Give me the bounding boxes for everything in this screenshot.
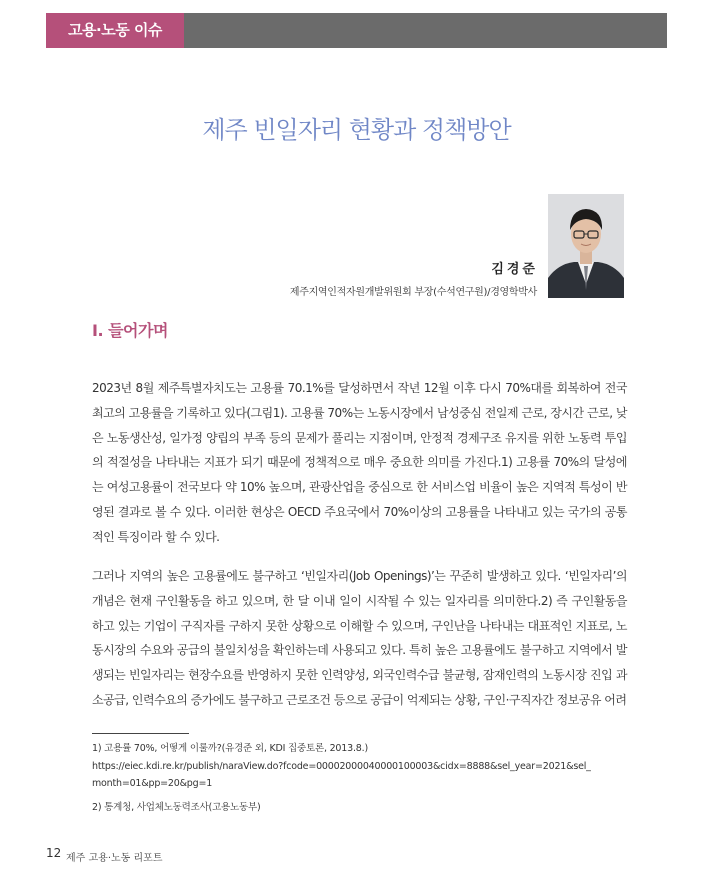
author-name: 김경준 [491,262,538,277]
footnote-1-url-cont[interactable]: month=01&pp=20&pg=1 [92,778,213,789]
footnote-2: 2) 통계청, 사업체노동력조사(고용노동부) [92,802,261,813]
article-title: 제주 빈일자리 현황과 정책방안 [202,116,511,144]
footnote-1-url[interactable]: https://eiec.kdi.re.kr/publish/naraView.do?fcode=00002000040000100003&cidx=8888&sel_year=2021&sel_ [92,760,591,772]
page-number: 12 [46,846,62,860]
author-affiliation: 제주지역인적자원개발위원회 부장(수석연구원)/경영학박사 [289,287,537,298]
body-paragraph-1: 2023년 8월 제주특별자치도는 고용률 70.1%를 달성하면서 작년 12월 이후 다시 70%대를 회복하여 전국 최고의 고용률을 기록하고 있다(그림1). 고용률 70%는 노동시장에서 남성중심 전일제 근로, 장시간 근로, 낮은 노동생산성, 일가정 양립의 부족 등의 문제가 풀리는 지점이며, 안정적 경제구조 유지를 위한 노동력 투입의 적절성을 나타내는 지표가 되기 때문에 정책적으로 매우 중요한 의미를 가진다.1) 고용률 70%의 달성에는 여성고용률이 전국보다 약 10% 높으며, 관광산업을 중심으로 한 서비스업 비율이 높은 지역적 특성이 반영된 결과로 볼 수 있다. 이러한 현상은 OECD 주요국에서 70%이상의 고용률을 나타내고 있는 국가의 공통적인 특징이라 할 수 있다. [92,381,627,544]
header-bar [184,13,667,48]
footnote-1 [92,740,632,793]
publication-name: 제주 고용·노동 리포트 [66,853,163,864]
author-photo [548,194,624,298]
section-title: Ⅰ. 들어가며 [92,321,168,340]
category-tag: 고용·노동 이슈 [46,13,184,48]
footnote-1-citation: 1) 고용률 70%, 어떻게 이룰까?(유경준 외, KDI 집중토론, 2013.8.) [92,743,368,754]
body-paragraph-2: 그러나 지역의 높은 고용률에도 불구하고 ‘빈일자리(Job Openings)’는 꾸준히 발생하고 있다. ‘빈일자리’의 개념은 현재 구인활동을 하고 있으며, 한 달 이내 일이 시작될 수 있는 일자리를 의미한다.2) 즉 구인활동을 하고 있는 기업이 구직자를 구하지 못한 상황으로 이해할 수 있으며, 구인난을 나타내는 대표적인 지표로, 노동시장의 수요와 공급의 불일치성을 확인하는데 사용되고 있다. 특히 높은 고용률에도 불구하고 지역에서 발생되는 빈일자리는 현장수요를 반영하지 못한 인력양성, 외국인력수급 불균형, 잠재인력의 노동시장 진입 과소공급, 인력수요의 증가에도 불구하고 근로조건 등으로 공급이 억제되는 상황, 구인·구직자간 정보공유 어려 [92,569,627,707]
footnote-divider [92,733,189,734]
author-portrait-image [548,194,624,298]
